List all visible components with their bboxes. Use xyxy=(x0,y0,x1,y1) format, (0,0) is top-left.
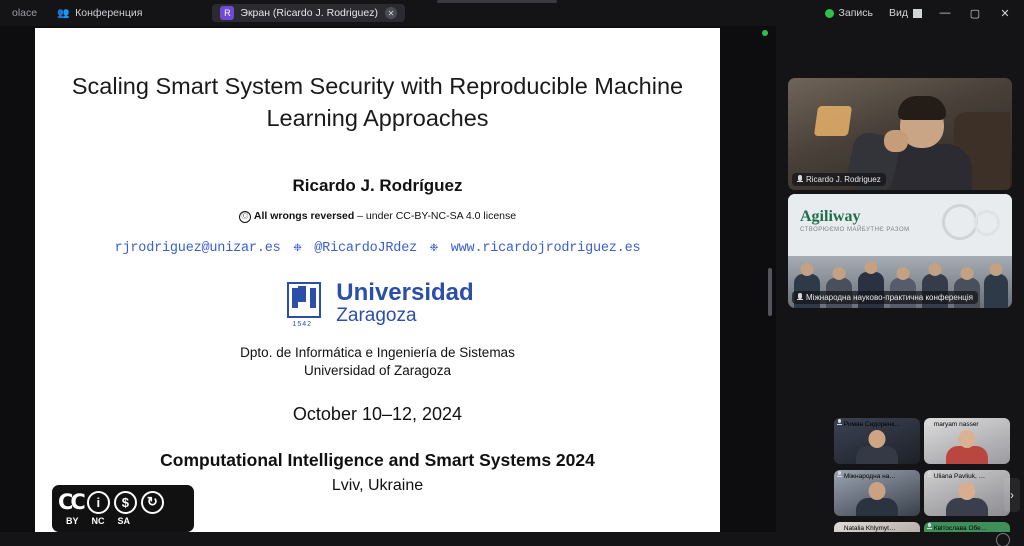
creative-commons-badge xyxy=(52,485,194,532)
contact-handle[interactable]: @RicardoJRdez xyxy=(314,241,417,256)
participant-tile-3[interactable] xyxy=(834,470,920,516)
slide-department xyxy=(35,344,720,380)
department-line2: Universidad of Zaragoza xyxy=(303,363,452,378)
slide-author: Ricardo J. Rodríguez xyxy=(292,176,463,195)
cc-nc-icon: $ xyxy=(114,491,137,514)
license-prefix: All wrongs reversed xyxy=(253,210,355,222)
sharing-indicator-icon xyxy=(762,30,768,36)
room-logo-text: Agiliway xyxy=(800,208,861,225)
next-participants-button[interactable]: › xyxy=(1004,478,1020,512)
participant-label: Квітослава Обе… xyxy=(933,525,988,532)
participant-grid xyxy=(834,418,1012,546)
participant-rail xyxy=(776,26,1024,546)
contact-email[interactable]: rjrodriguez@unizar.es xyxy=(114,241,281,256)
copyleft-icon: Ⓒ xyxy=(239,211,251,223)
cc-by-icon: i xyxy=(87,491,110,514)
speaker-hand-shape xyxy=(884,130,908,152)
tab-screen-share-label: Экран (Ricardo J. Rodriguez) xyxy=(240,7,378,19)
microphone-icon xyxy=(796,175,803,184)
university-logo xyxy=(35,278,720,328)
left-clipped-label xyxy=(4,4,45,22)
university-name-line1: Universidad xyxy=(336,279,474,306)
room-decor-ring-2 xyxy=(974,210,1000,236)
titlebar-tabs xyxy=(0,0,405,26)
speaker-name-label: Ricardo J. Rodriguez xyxy=(806,175,881,184)
microphone-icon xyxy=(927,471,932,478)
microphone-icon xyxy=(796,293,803,302)
view-layout-icon xyxy=(913,9,922,18)
participant-label: Natalia Khlymyt… xyxy=(843,525,896,532)
microphone-icon xyxy=(837,471,842,478)
video-tile-name xyxy=(792,173,886,186)
cc-logo-icon: CC xyxy=(58,489,83,514)
cc-sa-label: SA xyxy=(117,516,131,526)
view-menu[interactable] xyxy=(881,0,930,26)
room-decor-ring-1 xyxy=(942,204,978,240)
tab-conference[interactable] xyxy=(49,4,150,22)
microphone-icon xyxy=(837,523,842,530)
microphone-icon xyxy=(927,523,932,530)
video-tile-speaker[interactable] xyxy=(788,78,1012,190)
participant-label: Міжнародна на… xyxy=(843,473,896,480)
screen-share-badge: R xyxy=(220,6,234,20)
university-name-line2: Zaragoza xyxy=(336,305,417,326)
slide-contact-line xyxy=(35,239,720,256)
slide-conference: Computational Intelligence and Smart Systems 2024 xyxy=(160,450,595,470)
bottom-toolbar xyxy=(0,532,1024,546)
close-icon[interactable]: ✕ xyxy=(385,7,397,19)
left-clipped-text: olace xyxy=(12,7,38,19)
speaker-hair-shape xyxy=(898,96,946,120)
participant-label: Uliana Pavliuk, … xyxy=(933,473,986,480)
titlebar-controls xyxy=(817,0,1024,26)
window-titlebar xyxy=(0,0,1024,27)
license-suffix: – under CC-BY-NC-SA 4.0 license xyxy=(357,210,517,222)
view-label: Вид xyxy=(889,7,908,19)
participant-label: maryam nasser xyxy=(933,421,979,428)
participant-tile-2[interactable] xyxy=(924,418,1010,464)
recording-dot-icon xyxy=(825,9,834,18)
cc-by-label: BY xyxy=(66,516,79,526)
people-icon: 👥 xyxy=(57,7,70,19)
maximize-button[interactable]: ▢ xyxy=(969,7,981,20)
participant-label: Роман Сидоренк… xyxy=(843,421,901,428)
microphone-icon xyxy=(927,419,932,426)
university-year: 1542 xyxy=(292,321,313,328)
contact-separator-1: ❉ xyxy=(293,241,302,256)
department-line1: Dpto. de Informática e Ingeniería de Sistemas xyxy=(240,345,515,360)
tab-screen-share[interactable] xyxy=(212,4,405,22)
recording-label: Запись xyxy=(838,7,873,19)
participant-tile-4[interactable] xyxy=(924,470,1010,516)
recording-status xyxy=(817,0,881,26)
slide-city: Lviv, Ukraine xyxy=(331,477,424,494)
shared-screen-stage xyxy=(0,26,776,546)
slide-date: October 10–12, 2024 xyxy=(292,404,463,424)
slide-title: Scaling Smart System Security with Reproducible Machine Learning Approaches xyxy=(71,73,684,131)
university-crest-icon xyxy=(281,278,323,328)
cc-sa-icon: ↻ xyxy=(141,491,164,514)
titlebar-drag-handle[interactable] xyxy=(437,0,557,3)
cc-nc-label: NC xyxy=(91,516,105,526)
close-window-button[interactable]: ✕ xyxy=(1000,7,1010,20)
tab-conference-label: Конференция xyxy=(75,7,143,19)
presentation-slide[interactable] xyxy=(35,28,720,538)
slide-scrollbar[interactable] xyxy=(768,268,772,316)
video-tile-name xyxy=(792,291,978,304)
lamp-shape xyxy=(814,106,852,136)
video-tile-conference-room[interactable] xyxy=(788,194,1012,308)
room-logo-subtitle: СТВОРЮЄМО МАЙБУТНЄ РАЗОМ xyxy=(800,227,910,233)
contact-separator-2: ❉ xyxy=(429,241,438,256)
microphone-icon xyxy=(837,419,842,426)
participant-tile-1[interactable] xyxy=(834,418,920,464)
room-name-label: Міжнародна науково-практична конференція xyxy=(806,293,973,302)
slide-license xyxy=(35,210,720,223)
minimize-button[interactable]: — xyxy=(939,7,951,19)
toolbar-round-button[interactable] xyxy=(996,533,1010,546)
contact-website[interactable]: www.ricardojrodriguez.es xyxy=(450,241,641,256)
